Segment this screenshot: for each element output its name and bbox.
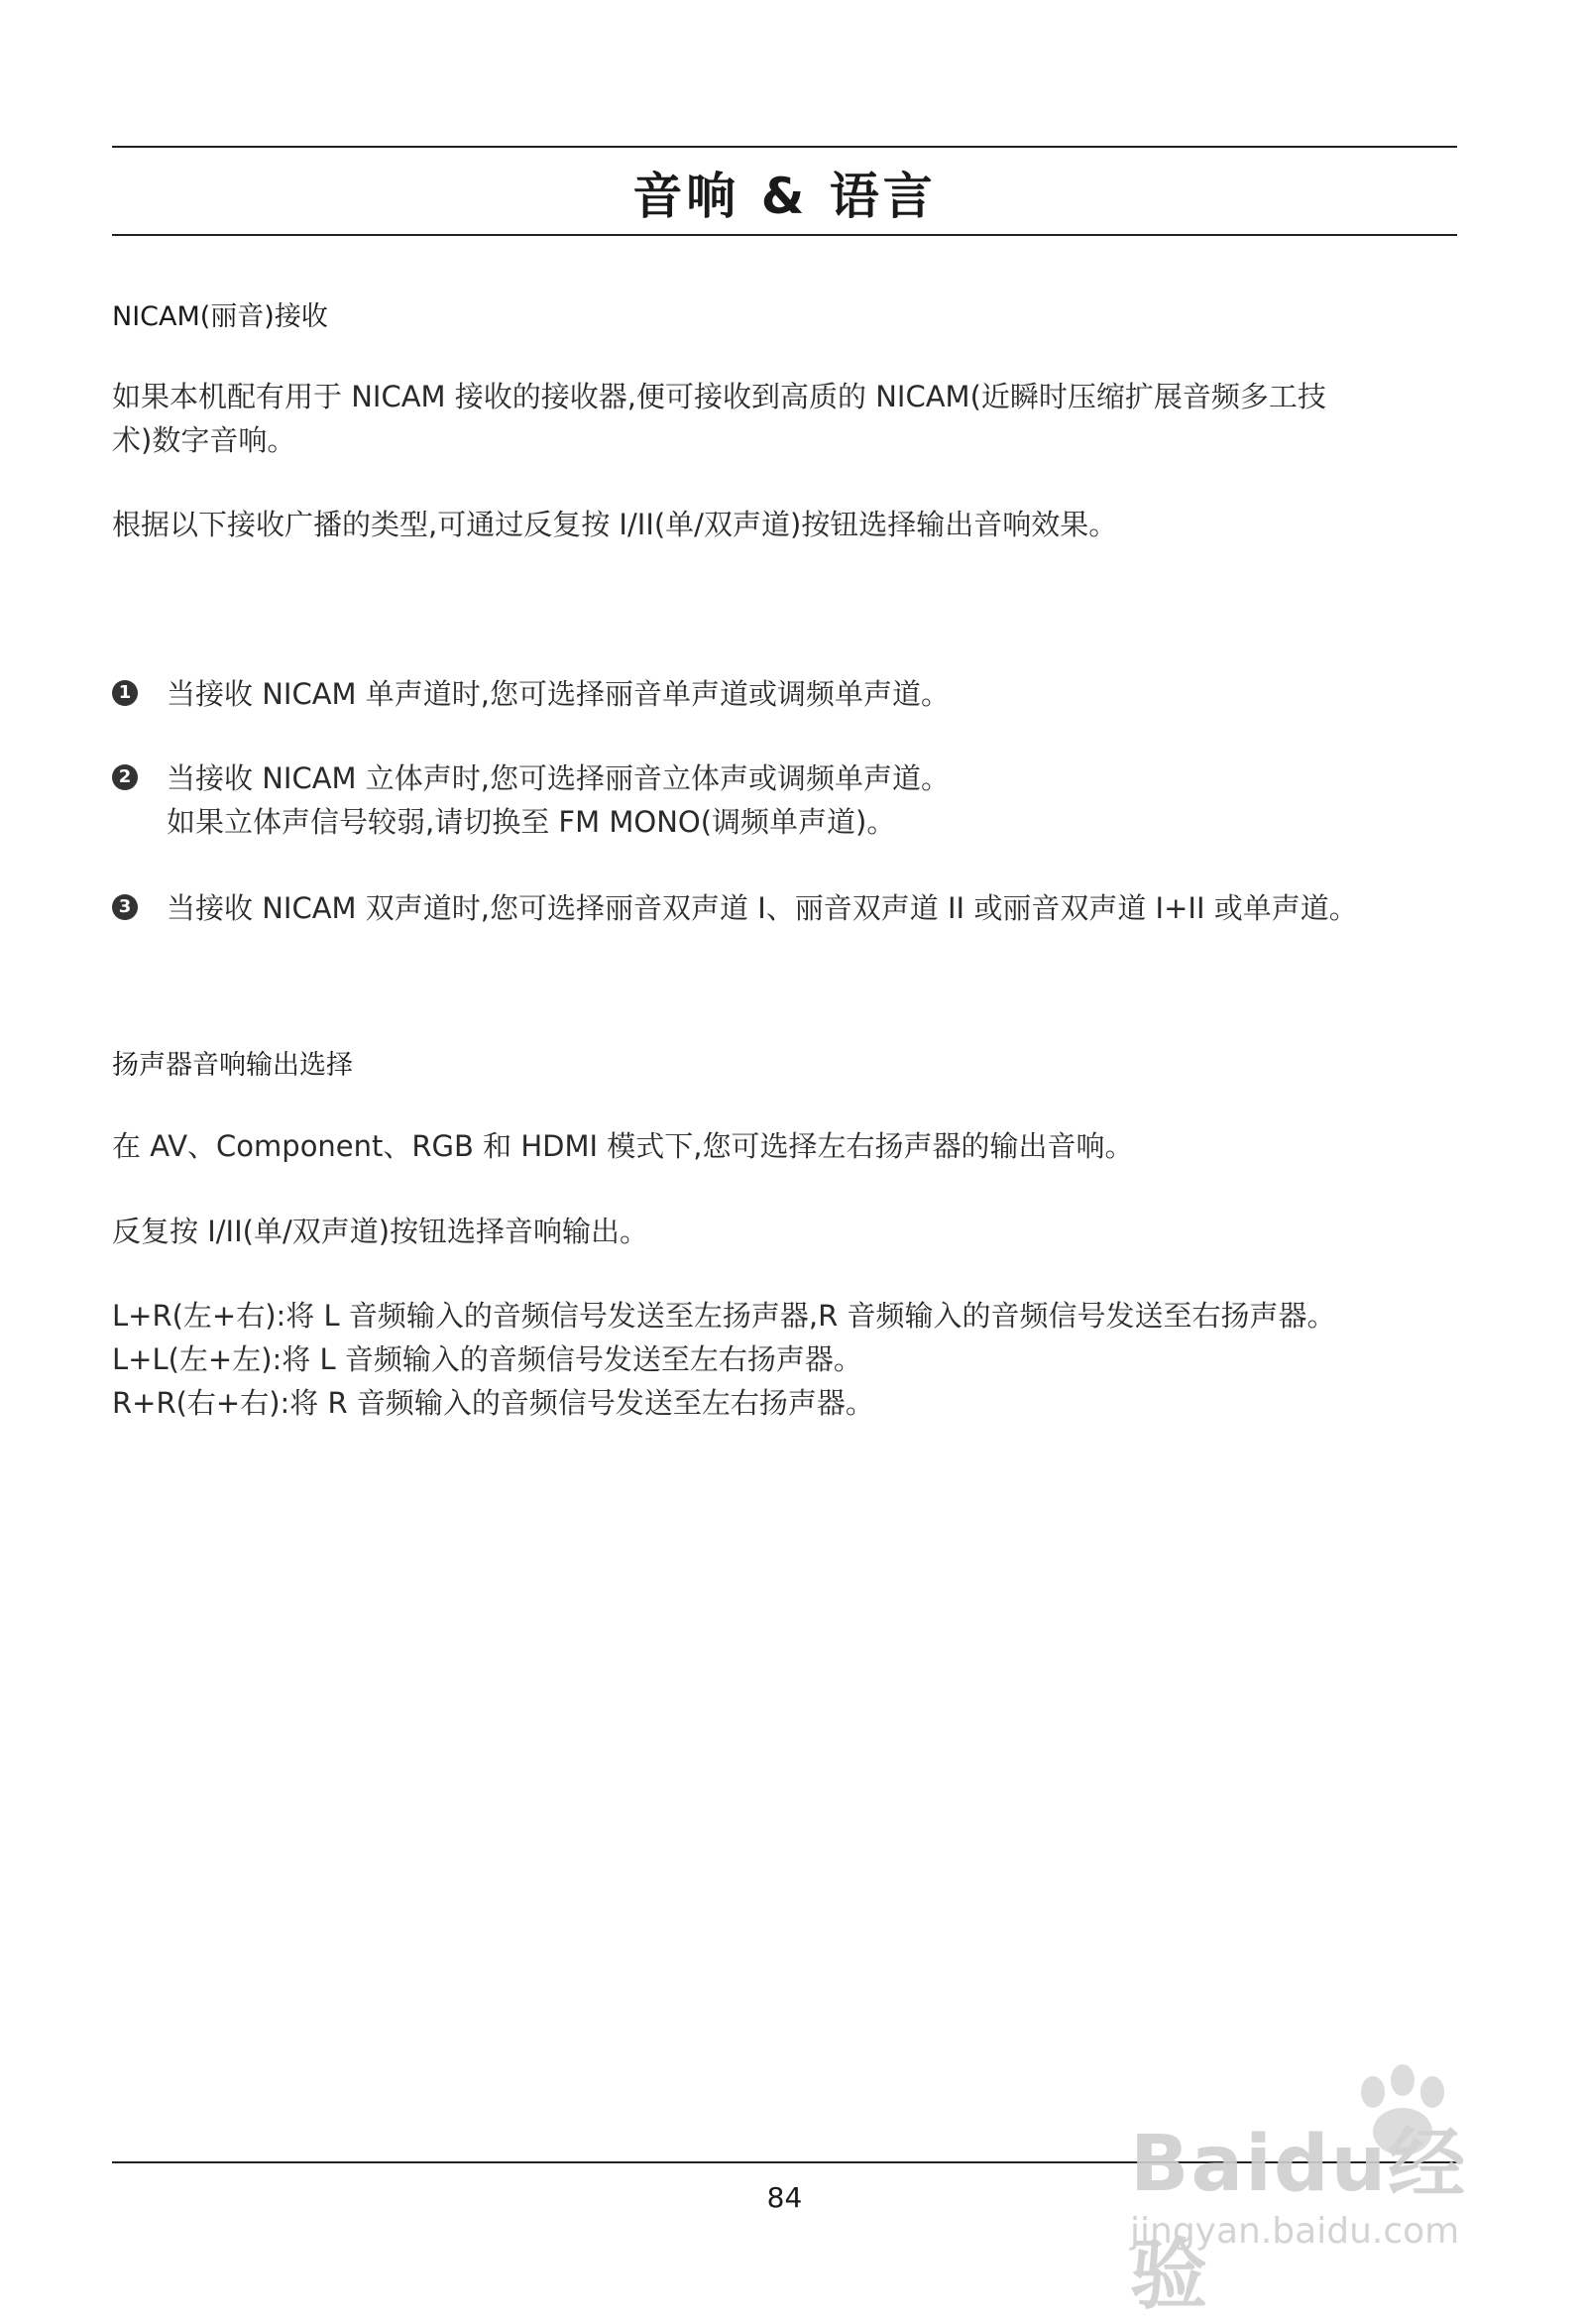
top-rule — [112, 146, 1457, 148]
list-item-text: 当接收 NICAM 单声道时,您可选择丽音单声道或调频单声道。 — [167, 677, 951, 711]
nicam-intro-line-2: 术)数字音响。 — [112, 423, 296, 457]
page-number: 84 — [766, 2181, 803, 2214]
list-item — [112, 886, 1358, 930]
nicam-intro-paragraph — [112, 375, 1470, 462]
nicam-select-paragraph: 根据以下接收广播的类型,可通过反复按 I/II(单/双声道)按钮选择输出音响效果。 — [112, 508, 1118, 541]
number-3-icon: 3 — [112, 894, 138, 920]
number-2-icon: 2 — [112, 764, 138, 790]
watermark-logo-text: Baidu经验 — [1130, 2120, 1468, 2320]
mode-lr: L+R(左+右):将 L 音频输入的音频信号发送至左扬声器,R 音频输入的音频信号发送至右扬声器。 — [112, 1299, 1336, 1333]
list-item-text: 当接收 NICAM 立体声时,您可选择丽音立体声或调频单声道。 — [167, 761, 951, 795]
mode-rr: R+R(右+右):将 R 音频输入的音频信号发送至左右扬声器。 — [112, 1386, 874, 1420]
number-1-icon: 1 — [112, 680, 138, 706]
section-heading-speaker: 扬声器音响输出选择 — [112, 1050, 353, 1081]
list-item-text: 如果立体声信号较弱,请切换至 FM MONO(调频单声道)。 — [167, 805, 896, 839]
page-title: 音响 & 语言 — [632, 168, 937, 225]
list-item — [112, 672, 950, 716]
speaker-modes-list — [112, 1294, 1470, 1425]
nicam-intro-line-1: 如果本机配有用于 NICAM 接收的接收器,便可接收到高质的 NICAM(近瞬时压缩扩展音频多工技 — [112, 380, 1326, 413]
mode-ll: L+L(左+左):将 L 音频输入的音频信号发送至左右扬声器。 — [112, 1342, 862, 1376]
list-item — [112, 756, 950, 844]
baidu-watermark — [1120, 2062, 1497, 2320]
speaker-select-paragraph: 反复按 I/II(单/双声道)按钮选择音响输出。 — [112, 1215, 649, 1248]
title-underline — [112, 234, 1457, 236]
watermark-url: jingyan.baidu.com — [1130, 2211, 1460, 2252]
list-item-text: 当接收 NICAM 双声道时,您可选择丽音双声道 I、丽音双声道 II 或丽音双声道 I+II 或单声道。 — [167, 891, 1358, 925]
speaker-intro-paragraph: 在 AV、Component、RGB 和 HDMI 模式下,您可选择左右扬声器的输出音响。 — [112, 1129, 1134, 1163]
section-heading-nicam: NICAM(丽音)接收 — [112, 301, 328, 332]
